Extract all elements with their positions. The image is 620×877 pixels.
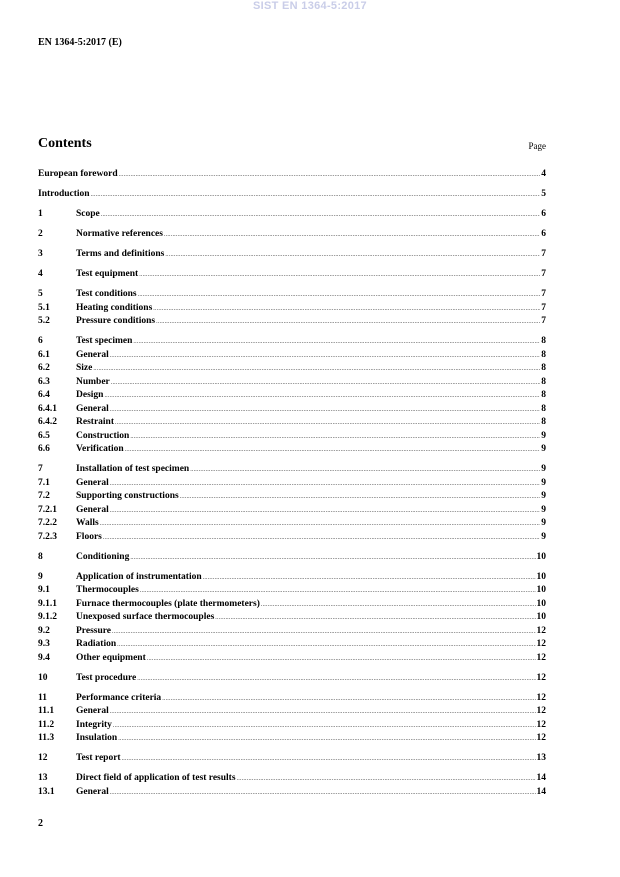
toc-entry[interactable] [38,706,546,720]
toc-entry-number: 8 [38,551,43,562]
toc-dot-leader [111,380,540,386]
toc-entry[interactable] [38,733,546,747]
toc-dot-leader [180,494,541,500]
toc-entry-title: Introduction [38,189,90,199]
toc-entry-number: 6.6 [38,444,50,454]
toc-entry-number: 10 [38,672,48,683]
toc-dot-leader [122,756,536,762]
toc-entry[interactable] [38,289,546,303]
toc-entry-number: 9.1.1 [38,598,57,609]
toc-entry[interactable] [38,518,546,532]
toc-dot-leader [140,588,536,594]
toc-entry-title: General [76,349,109,360]
toc-entry[interactable] [38,363,546,377]
toc-entry-number: 7.2 [38,491,50,501]
toc-entry-number: 7.1 [38,477,50,488]
toc-dot-leader [138,292,541,298]
toc-entry-title: General [76,477,109,488]
toc-entry-page: 8 [541,349,546,360]
toc-entry-title: Application of instrumentation [76,571,202,582]
toc-entry-title: Verification [76,444,124,454]
toc-entry-title: Direct field of application of test results [76,773,236,783]
toc-entry-number: 12 [38,753,48,763]
toc-entry-page: 14 [536,773,546,783]
toc-entry[interactable] [38,269,546,283]
toc-entry[interactable] [38,639,546,653]
toc-entry-page: 12 [536,652,546,663]
toc-dot-leader [115,420,540,426]
toc-entry-number: 9 [38,571,43,582]
toc-dot-leader [110,709,536,715]
toc-entry[interactable] [38,787,546,801]
toc-entry-title: Insulation [76,733,118,743]
toc-entry-title: Floors [76,531,102,542]
toc-entry-page: 10 [536,585,546,595]
toc-dot-leader [110,481,541,487]
toc-entry-page: 12 [536,692,546,703]
toc-entry-title: Size [76,363,93,373]
toc-entry[interactable] [38,229,546,243]
toc-dot-leader [93,366,540,372]
toc-dot-leader [125,447,541,453]
toc-dot-leader [137,676,535,682]
toc-dot-leader [165,252,540,258]
toc-entry-page: 12 [536,719,546,730]
toc-entry-page: 7 [541,302,546,313]
toc-entry-title: General [76,706,109,716]
toc-entry-title: Supporting constructions [76,491,179,501]
toc-entry-number: 9.4 [38,652,50,663]
toc-entry-title: Other equipment [76,652,146,663]
toc-entry-title: Test report [76,753,121,763]
toc-entry-page: 9 [541,430,546,441]
toc-entry[interactable] [38,612,546,626]
toc-dot-leader [110,508,541,514]
toc-entry[interactable] [38,444,546,458]
toc-entry-number: 4 [38,269,43,279]
toc-entry-page: 8 [541,403,546,414]
toc-entry-title: Radiation [76,639,117,649]
toc-entry-number: 6.5 [38,430,50,441]
toc-dot-leader [100,521,541,527]
toc-dot-leader [237,776,536,782]
toc-entry-title: General [76,504,109,515]
toc-entry-title: Test conditions [76,289,137,299]
toc-entry-title: Restraint [76,417,114,427]
toc-dot-leader [110,353,541,359]
toc-dot-leader [101,212,541,218]
toc-entry-title: European foreword [38,169,118,179]
toc-entry-number: 9.2 [38,625,50,636]
toc-entry-page: 10 [536,612,546,622]
toc-entry[interactable] [38,249,546,263]
toc-entry-title: Pressure [76,625,112,636]
toc-entry-number: 7 [38,464,43,474]
toc-entry-number: 1 [38,209,43,219]
toc-dot-leader [110,790,536,796]
toc-entry-page: 9 [541,464,546,474]
toc-dot-leader [103,535,540,541]
toc-entry[interactable] [38,505,546,519]
toc-entry-page: 9 [541,518,546,528]
toc-entry[interactable] [38,491,546,505]
toc-entry[interactable] [38,417,546,431]
toc-entry-title: Normative references [76,229,163,239]
toc-entry-title: Terms and definitions [76,249,165,259]
toc-dot-leader [130,555,535,561]
toc-entry-title: Design [76,390,104,400]
toc-dot-leader [156,319,540,325]
toc-entry-title: Number [76,376,110,387]
page-column-label: Page [528,141,546,151]
toc-entry-page: 14 [536,786,546,797]
toc-entry[interactable] [38,599,546,613]
toc-entry-number: 6.3 [38,376,50,387]
toc-entry[interactable] [38,626,546,640]
toc-dot-leader [215,615,535,621]
toc-dot-leader [139,272,540,278]
toc-entry-number: 3 [38,249,43,259]
toc-entry-page: 6 [541,229,546,239]
toc-entry[interactable] [38,720,546,734]
toc-dot-leader [91,192,541,198]
toc-entry-title: Conditioning [76,551,130,562]
toc-entry-number: 5 [38,289,43,299]
toc-entry[interactable] [38,693,546,707]
toc-entry-page: 12 [536,639,546,649]
toc-dot-leader [261,602,536,608]
toc-entry-number: 7.2.3 [38,531,57,542]
toc-entry-title: Pressure conditions [76,316,156,326]
toc-entry-page: 8 [541,376,546,387]
toc-entry-title: Scope [76,209,100,219]
toc-entry-title: Installation of test specimen [76,464,190,474]
toc-entry-page: 9 [541,504,546,515]
toc-entry-page: 9 [541,477,546,488]
toc-entry[interactable] [38,653,546,667]
toc-entry[interactable] [38,390,546,404]
toc-entry[interactable] [38,303,546,317]
toc-entry-page: 7 [541,316,546,326]
toc-dot-leader [190,467,540,473]
toc-entry-number: 6.4.1 [38,403,57,414]
toc-dot-leader [110,407,541,413]
toc-dot-leader [112,629,535,635]
toc-entry-page: 12 [536,733,546,743]
toc-entry[interactable] [38,377,546,391]
toc-entry-page: 12 [536,706,546,716]
toc-entry-page: 4 [541,169,546,179]
toc-entry-page: 10 [536,571,546,582]
toc-entry-number: 9.1.2 [38,612,57,622]
toc-entry-number: 11.1 [38,706,55,716]
toc-entry-number: 7.2.2 [38,518,57,528]
toc-dot-leader [164,232,540,238]
toc-entry-title: Test equipment [76,269,139,279]
toc-entry-page: 7 [541,289,546,299]
toc-entry[interactable] [38,673,546,687]
toc-entry[interactable] [38,316,546,330]
toc-dot-leader [118,736,535,742]
toc-entry-title: Thermocouples [76,585,139,595]
toc-entry-page: 7 [541,249,546,259]
toc-entry[interactable] [38,532,546,546]
toc-entry-number: 9.3 [38,639,50,649]
toc-entry-number: 13.1 [38,786,55,797]
toc-dot-leader [133,339,540,345]
toc-entry-number: 6.4.2 [38,417,57,427]
toc-entry-number: 6.1 [38,349,50,360]
toc-entry-title: Performance criteria [76,692,162,703]
toc-entry[interactable] [38,753,546,767]
toc-entry[interactable] [38,431,546,445]
toc-dot-leader [104,393,540,399]
toc-entry-page: 10 [536,598,546,609]
toc-entry-number: 9.1 [38,585,50,595]
toc-entry-number: 6.2 [38,363,50,373]
toc-entry-page: 8 [541,363,546,373]
toc-entry-number: 5.1 [38,302,50,313]
toc-entry-page: 9 [541,444,546,454]
toc-entry-number: 6.4 [38,390,50,400]
toc-entry[interactable] [38,209,546,223]
watermark: SIST EN 1364-5:2017 [253,0,367,12]
toc-entry-title: Heating conditions [76,302,153,313]
toc-dot-leader [119,172,541,178]
toc-dot-leader [162,696,535,702]
toc-dot-leader [153,306,540,312]
toc-dot-leader [130,434,540,440]
toc-entry[interactable] [38,572,546,586]
toc-entry-page: 8 [541,417,546,427]
toc-dot-leader [147,656,536,662]
toc-entry-number: 7.2.1 [38,504,57,515]
toc-dot-leader [203,575,536,581]
toc-entry-title: Test procedure [76,672,137,683]
page-number: 2 [38,818,43,829]
toc-entry-title: Walls [76,518,99,528]
toc-entry-page: 7 [541,269,546,279]
document-id: EN 1364-5:2017 (E) [38,37,122,48]
toc-entry-number: 6 [38,336,43,346]
table-of-contents [38,169,546,800]
toc-entry-number: 11.3 [38,733,55,743]
toc-entry[interactable] [38,478,546,492]
toc-entry-number: 11.2 [38,719,55,730]
toc-entry[interactable] [38,350,546,364]
toc-entry-number: 13 [38,773,48,783]
toc-entry[interactable] [38,773,546,787]
toc-entry-page: 9 [541,531,546,542]
toc-entry[interactable] [38,336,546,350]
toc-entry-title: General [76,403,109,414]
toc-entry[interactable] [38,552,546,566]
toc-entry[interactable] [38,169,546,183]
toc-entry-number: 2 [38,229,43,239]
toc-entry-page: 10 [536,551,546,562]
toc-dot-leader [117,642,535,648]
contents-heading: Contents [38,136,92,151]
toc-entry[interactable] [38,464,546,478]
toc-entry-page: 5 [541,189,546,199]
toc-entry-page: 8 [541,336,546,346]
toc-entry-title: General [76,786,109,797]
toc-entry-number: 5.2 [38,316,50,326]
toc-entry-title: Unexposed surface thermocouples [76,612,215,622]
toc-entry-page: 8 [541,390,546,400]
toc-entry-page: 13 [536,753,546,763]
toc-entry-page: 12 [536,625,546,636]
toc-entry-number: 11 [38,692,47,703]
toc-dot-leader [113,723,536,729]
toc-entry-page: 9 [541,491,546,501]
toc-entry-title: Integrity [76,719,112,730]
toc-entry[interactable] [38,585,546,599]
toc-entry[interactable] [38,189,546,203]
toc-entry-page: 12 [536,672,546,683]
toc-entry-title: Furnace thermocouples (plate thermometers) [76,598,260,609]
toc-entry[interactable] [38,404,546,418]
toc-entry-title: Construction [76,430,130,441]
toc-entry-title: Test specimen [76,336,133,346]
toc-entry-page: 6 [541,209,546,219]
